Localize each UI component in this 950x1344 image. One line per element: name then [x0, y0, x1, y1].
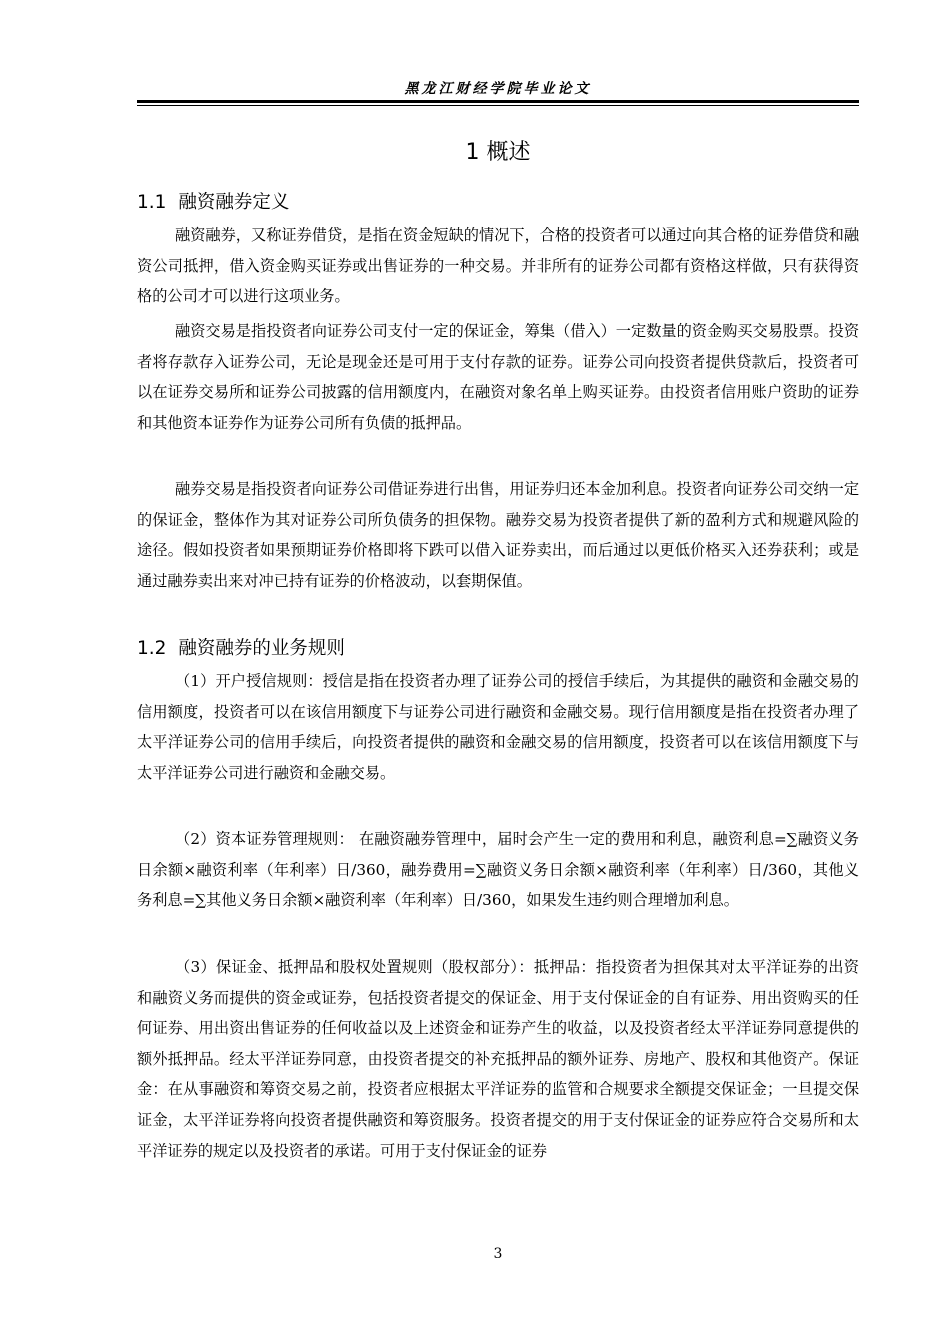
- section-heading-1-2: [137, 634, 859, 664]
- page-number: 3: [493, 1246, 503, 1262]
- section-number: 1.2: [137, 638, 167, 659]
- paragraph: 融资交易是指投资者向证券公司支付一定的保证金，筹集（借入）一定数量的资金购买交易股票。投资者将存款存入证券公司，无论是现金还是可用于支付存款的证券。证券公司向投资者提供贷款后，投资者可以在证券交易所和证券公司披露的信用额度内，在融资对象名单上购买证券。由投资者信用账户资助的证券和其他资本证券作为证券公司所有负债的抵押品。: [137, 322, 859, 432]
- header-rule-thin: [137, 105, 859, 106]
- paragraph: 融券交易是指投资者向证券公司借证券进行出售，用证券归还本金加利息。投资者向证券公司交纳一定的保证金，整体作为其对证券公司所负债务的担保物。融券交易为投资者提供了新的盈利方式和规避风险的途径。假如投资者如果预期证券价格即将下跌可以借入证券卖出，而后通过以更低价格买入还券获利；或是通过融券卖出来对冲已持有证券的价格波动，以套期保值。: [137, 480, 859, 590]
- running-header: 黑龙江财经学院毕业论文: [404, 81, 592, 97]
- paragraph: （3）保证金、抵押品和股权处置规则（股权部分）：抵押品：指投资者为担保其对太平洋证券的出资和融资义务而提供的资金或证券，包括投资者提交的保证金、用于支付保证金的自有证券、用出资购买的任何证券、用出资出售证券的任何收益以及上述资金和证券产生的收益，以及投资者经太平洋证券同意提供的额外抵押品。经太平洋证券同意，由投资者提交的补充抵押品的额外证券、房地产、股权和其他资产。保证金：在从事融资和筹资交易之前，投资者应根据太平洋证券的监管和合规要求全额提交保证金；一旦提交保证金，太平洋证券将向投资者提供融资和筹资服务。投资者提交的用于支付保证金的证券应符合交易所和太平洋证券的规定以及投资者的承诺。可用于支付保证金的证券: [137, 958, 859, 1160]
- section-title-text: 融资融券的业务规则: [178, 638, 345, 659]
- paragraph: 融资融券，又称证券借贷，是指在资金短缺的情况下，合格的投资者可以通过向其合格的证券借贷和融资公司抵押，借入资金购买证券或出售证券的一种交易。并非所有的证券公司都有资格这样做，只有获得资格的公司才可以进行这项业务。: [137, 226, 859, 306]
- chapter-title: 1 概述: [465, 140, 531, 165]
- header-rule-thick: [137, 100, 859, 103]
- paragraph: （2）资本证券管理规则： 在融资融券管理中，届时会产生一定的费用和利息，融资利息=∑融资义务日余额×融资利率（年利率）日/360，融券费用=∑融资义务日余额×融资利率（年利率）日/360，其他义务利息=∑其他义务日余额×融资利率（年利率）日/360，如果发生违约则合理增加利息。: [137, 830, 859, 910]
- section-title-text: 融资融券定义: [178, 192, 290, 213]
- section-number: 1.1: [137, 192, 167, 213]
- paragraph: （1）开户授信规则：授信是指在投资者办理了证券公司的授信手续后，为其提供的融资和金融交易的信用额度，投资者可以在该信用额度下与证券公司进行融资和金融交易。现行信用额度是指在投资者办理了太平洋证券公司的信用手续后，向投资者提供的融资和金融交易的信用额度，投资者可以在该信用额度下与太平洋证券公司进行融资和金融交易。: [137, 672, 859, 782]
- section-heading-1-1: [137, 188, 859, 218]
